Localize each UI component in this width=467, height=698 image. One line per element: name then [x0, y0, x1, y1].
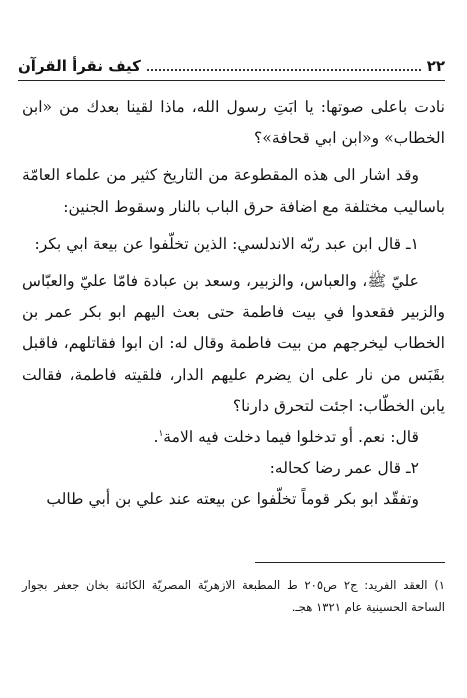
footnote: ١) العقد الفريد: ج٢ ص٢٠٥ ط المطبعة الازهريّة المصريّة الكائنة بخان جعفر بجوار الساحة الحسينية عام ١٣٢١ هجـ.	[22, 578, 445, 614]
running-title: كيف نقرأ القرآن	[18, 57, 141, 75]
paragraph: وقد اشار الى هذه المقطوعة من التاريخ كثير من علماء العامّة باساليب مختلفة مع اضافة حرق الباب بالنار وسقوط الجنين:	[22, 166, 445, 216]
paragraph: عليّ ﷺ، والعباس، والزبير، وسعد بن عبادة فامّا عليّ والعبّاس والزبير فقعدوا في بيت فاطمة حتى بعث اليهم ابو بكر عمر بن الخطاب ليخرجهم من بيت فاطمة وقال له: ان ابوا فقاتلهم، فاقبل بقَبَس من نار على ان يضرم عليهم الدار، فلقيته فاطمة، فقالت يابن الخطّاب: اجئت لتحرق دارنا؟	[22, 272, 445, 415]
page-header	[18, 52, 445, 81]
paragraph: وتفقّد ابو بكر قوماً تخلّفوا عن بيعته عند علي بن أبي طالب	[46, 490, 419, 509]
footnote-divider	[255, 562, 445, 563]
paragraph: ١ـ قال ابن عبد ربّه الاندلسي: الذين تخلّفوا عن بيعة ابي بكر:	[34, 234, 419, 253]
header-leader-dots	[147, 69, 421, 71]
main-text	[22, 92, 445, 516]
paragraph: قال: نعم. أو تدخلوا فيما دخلت فيه الامة$^١$.	[153, 428, 419, 447]
footnote-section	[22, 574, 445, 618]
footnote-reference: ١	[158, 428, 164, 439]
paragraph-text: قال: نعم. أو تدخلوا فيما دخلت فيه الامة	[163, 428, 419, 447]
paragraph: ٢ـ قال عمر رضا كحاله:	[269, 459, 419, 478]
page-number: ٢٢	[426, 57, 445, 75]
paragraph: نادت باعلى صوتها: يا ابَتِ رسول الله، ماذا لقينا بعدك من «ابن الخطاب» و«ابن ابي قحافة»؟	[22, 98, 445, 148]
